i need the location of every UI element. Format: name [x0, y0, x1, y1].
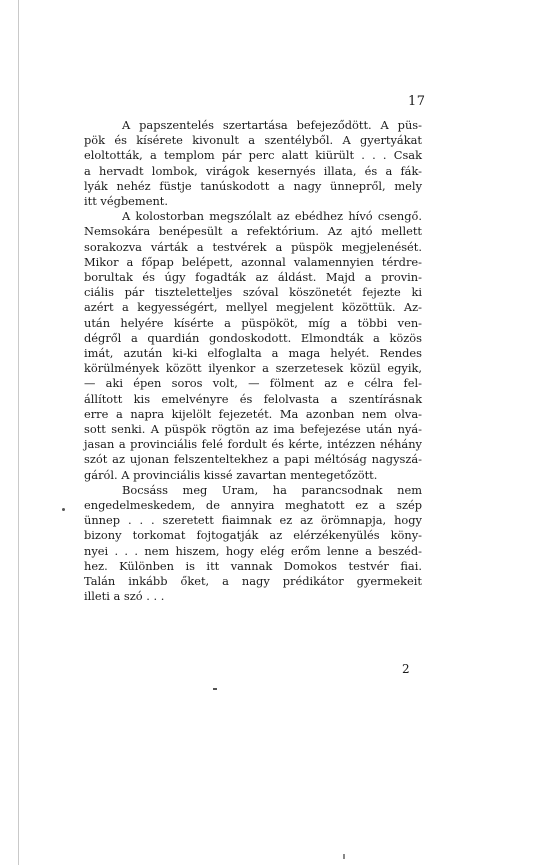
text-line: sott senki. A püspök rögtön az ima befejezése után nyá- [84, 422, 422, 437]
text-line: gáról. A provinciális kissé zavartan mentegetőzött. [84, 467, 378, 482]
text-line: Bocsáss meg Uram, ha parancsodnak nem [122, 482, 422, 497]
text-line: bizony torkomat fojtogatják az elérzékenyülés köny- [84, 528, 422, 543]
text-line: borultak és úgy fogadták az áldást. Majd a provin- [84, 270, 422, 285]
page-edge [18, 0, 19, 865]
text-line: A papszentelés szertartása befejeződött. A püs- [122, 118, 422, 132]
text-line: után helyére kísérte a püspököt, míg a többi ven- [84, 315, 422, 330]
print-speck [343, 854, 345, 859]
print-speck [62, 508, 65, 511]
text-line: azért a kegyességért, mellyel megjelent közöttük. Az- [84, 300, 422, 315]
text-line: illeti a szó . . . [84, 589, 165, 604]
body-text [84, 118, 422, 605]
signature-mark: 2 [402, 662, 410, 676]
text-line: A kolostorban megszólalt az ebédhez hívó csengő. [122, 209, 422, 224]
text-line: lyák nehéz füstje tanúskodott a nagy ünnepről, mely [84, 178, 422, 193]
text-line: hez. Különben is itt vannak Domokos testvér fiai. [84, 558, 422, 573]
text-line: engedelmeskedem, de annyira meghatott ez a szép [84, 498, 422, 513]
text-line: jasan a provinciális felé fordult és kérte, intézzen néhány [84, 437, 422, 452]
text-line: a hervadt lombok, virágok kesernyés illata, és a fák- [84, 163, 422, 178]
text-line: körülmények között ilyenkor a szerzetesek közül egyik, [84, 361, 422, 376]
text-line: erre a napra kijelölt fejezetét. Ma azonban nem olva- [84, 406, 422, 421]
text-line: — aki épen soros volt, — fölment az e célra fel- [84, 376, 422, 391]
page-number: 17 [408, 94, 426, 109]
text-line: Mikor a főpap belépett, azonnal valamennyien térdre- [84, 254, 422, 269]
text-line: szót az ujonan felszenteltekhez a papi méltóság nagyszá- [84, 452, 422, 467]
text-line: ünnep . . . szeretett fiaimnak ez az örömnapja, hogy [84, 513, 422, 528]
text-line: itt végbement. [84, 194, 168, 209]
text-line: pök és kísérete kivonult a szentélyből. A gyertyákat [84, 133, 422, 148]
text-line: nyei . . . nem hiszem, hogy elég erőm lenne a beszéd- [84, 543, 422, 558]
text-line: ciális pár tiszteletteljes szóval köszönetét fejezte ki [84, 285, 422, 300]
text-line: Nemsokára benépesült a refektórium. Az ajtó mellett [84, 224, 422, 239]
text-line: Talán inkább őket, a nagy prédikátor gyermekeit [84, 574, 422, 589]
text-line: sorakozva várták a testvérek a püspök megjelenését. [84, 239, 422, 254]
text-line: állított kis emelvényre és felolvasta a szentírásnak [84, 391, 422, 406]
text-line: imát, azután ki-ki elfoglalta a maga helyét. Rendes [84, 346, 422, 361]
print-speck [213, 688, 217, 690]
text-line: dégről a quardián gondoskodott. Elmondták a közös [84, 330, 422, 345]
text-line: eloltották, a templom pár perc alatt kiürült . . . Csak [84, 148, 422, 163]
